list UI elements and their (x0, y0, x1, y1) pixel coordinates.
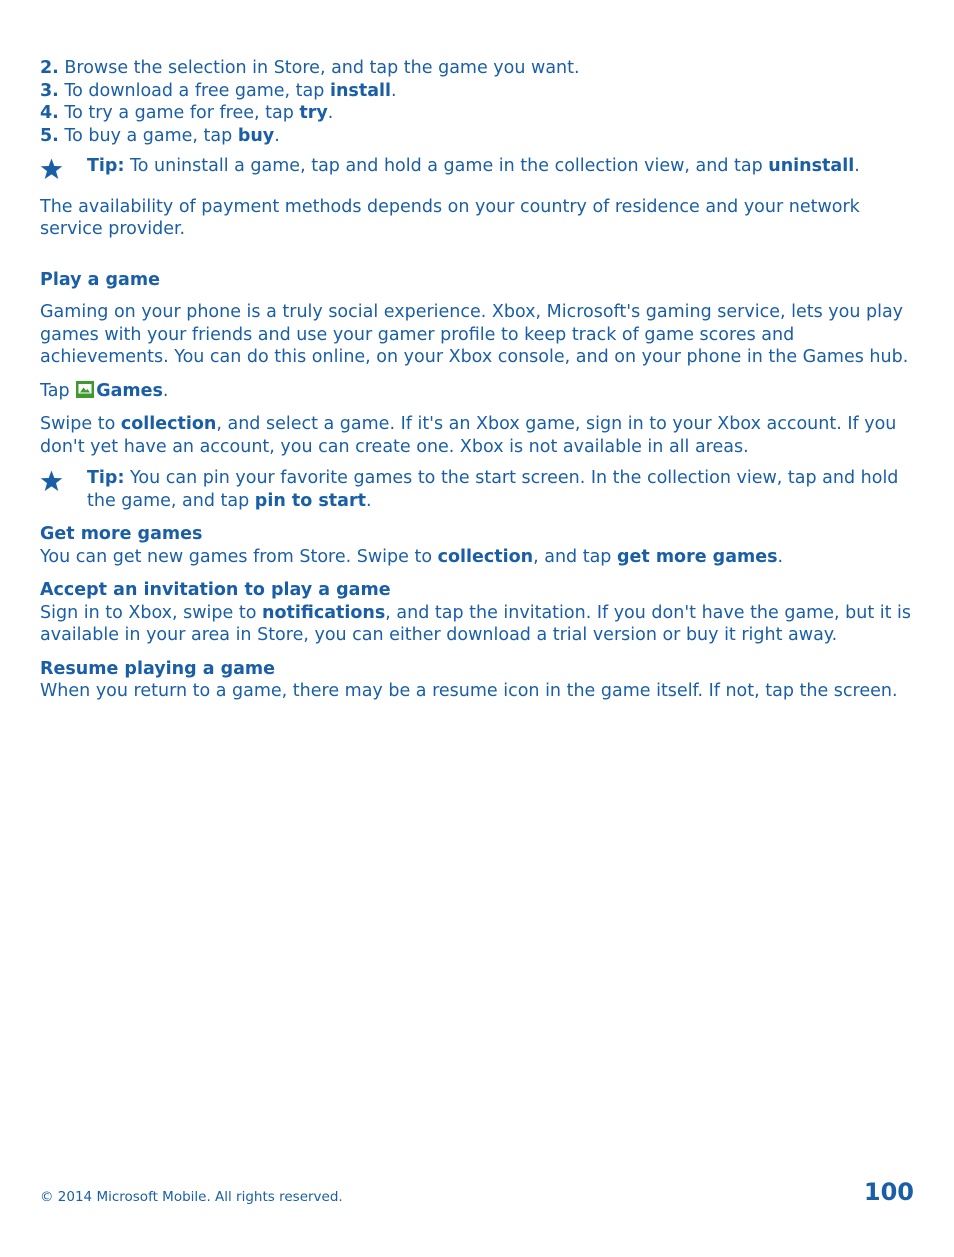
availability-note: The availability of payment methods depends on your country of residence and your network service provider. (40, 196, 860, 239)
tip-pin (40, 467, 920, 512)
get-more-body: You can get new games from Store. Swipe to collection, and tap get more games. (40, 546, 784, 567)
subheading-resume: Resume playing a game (40, 658, 276, 679)
tip-text: Tip: To uninstall a game, tap and hold a game in the collection view, and tap uninstall. (87, 156, 860, 176)
games-hub-icon (76, 381, 94, 398)
section-heading-play: Play a game (40, 269, 160, 290)
resume-body: When you return to a game, there may be a resume icon in the game itself. If not, tap the screen. (40, 681, 898, 701)
accept-body: Sign in to Xbox, swipe to notifications, and tap the invitation. If you don't have the game, but it is available in your area in Store, you can either download a trial version or buy it right away. (40, 602, 912, 645)
star-icon (39, 469, 64, 493)
play-body: Gaming on your phone is a truly social experience. Xbox, Microsoft's gaming service, lets you play games with your friends and use your gamer profile to keep track of game scores and achievements. You can do this online, on your Xbox console, and on your phone in the Games hub. (40, 302, 909, 367)
subheading-accept: Accept an invitation to play a game (40, 580, 391, 600)
page-number: 100 (863, 1178, 914, 1206)
steps-list (40, 57, 920, 147)
copyright-footer: © 2014 Microsoft Mobile. All rights reserved. (40, 1189, 343, 1205)
step-item: 5. To buy a game, tap buy. (40, 125, 280, 146)
tap-games: Tap Games. (40, 380, 169, 401)
step-item: 2. Browse the selection in Store, and tap the game you want. (40, 58, 580, 78)
step-item: 3. To download a free game, tap install. (40, 80, 397, 101)
page-content (40, 57, 920, 703)
step-item: 4. To try a game for free, tap try. (40, 103, 334, 123)
tip-uninstall (40, 155, 920, 178)
subheading-get-more: Get more games (40, 524, 203, 544)
tip-text: Tip: You can pin your favorite games to the start screen. In the collection view, tap and hold the game, and tap pin to start. (87, 468, 899, 511)
swipe-collection: Swipe to collection, and select a game. If it's an Xbox game, sign in to your Xbox account. If you don't yet have an account, you can create one. Xbox is not available in all areas. (40, 414, 897, 457)
star-icon (39, 157, 64, 181)
